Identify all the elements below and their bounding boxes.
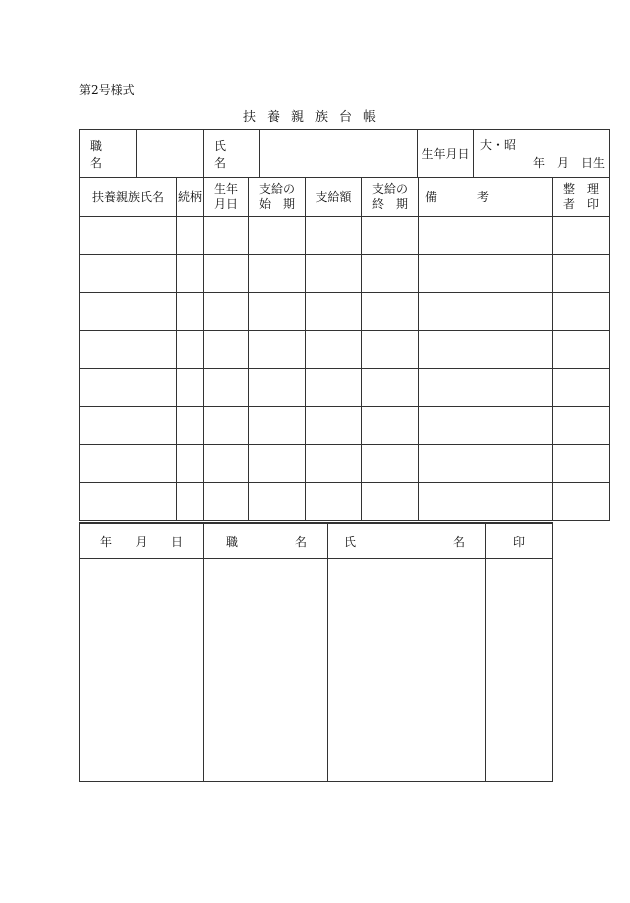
record-name-cell[interactable] bbox=[80, 369, 177, 407]
record-birth-cell[interactable] bbox=[204, 369, 249, 407]
record-end-cell[interactable] bbox=[362, 407, 419, 445]
table-row bbox=[80, 217, 610, 255]
record-name-cell[interactable] bbox=[80, 293, 177, 331]
record-seal-cell[interactable] bbox=[553, 369, 610, 407]
record-start-cell[interactable] bbox=[249, 369, 306, 407]
record-birth-cell[interactable] bbox=[204, 293, 249, 331]
record-end-cell[interactable] bbox=[362, 217, 419, 255]
history-seal-field[interactable] bbox=[486, 559, 553, 782]
record-start-cell[interactable] bbox=[249, 255, 306, 293]
record-relation-cell[interactable] bbox=[177, 445, 204, 483]
record-amount-cell[interactable] bbox=[306, 217, 362, 255]
record-start-cell[interactable] bbox=[249, 293, 306, 331]
table-row bbox=[80, 407, 610, 445]
record-end-cell[interactable] bbox=[362, 483, 419, 521]
record-end-cell[interactable] bbox=[362, 445, 419, 483]
table-row bbox=[80, 293, 610, 331]
record-seal-cell[interactable] bbox=[553, 293, 610, 331]
history-job-field[interactable] bbox=[204, 559, 328, 782]
record-relation-cell[interactable] bbox=[177, 255, 204, 293]
record-relation-cell[interactable] bbox=[177, 217, 204, 255]
employee-name-field[interactable] bbox=[260, 130, 418, 178]
employee-job-label: 職 名 bbox=[80, 130, 137, 178]
record-seal-cell[interactable] bbox=[553, 407, 610, 445]
record-seal-cell[interactable] bbox=[553, 483, 610, 521]
record-relation-cell[interactable] bbox=[177, 331, 204, 369]
history-job-label: 職 名 bbox=[204, 523, 328, 559]
record-start-cell[interactable] bbox=[249, 331, 306, 369]
record-name-cell[interactable] bbox=[80, 483, 177, 521]
record-amount-cell[interactable] bbox=[306, 293, 362, 331]
record-remarks-cell[interactable] bbox=[419, 483, 553, 521]
table-row bbox=[80, 255, 610, 293]
record-birth-cell[interactable] bbox=[204, 331, 249, 369]
record-remarks-cell[interactable] bbox=[419, 369, 553, 407]
employee-row bbox=[80, 130, 610, 178]
col-birth: 生年 月日 bbox=[204, 178, 249, 217]
record-start-cell[interactable] bbox=[249, 445, 306, 483]
history-seal-label: 印 bbox=[486, 523, 553, 559]
record-start-cell[interactable] bbox=[249, 407, 306, 445]
record-birth-cell[interactable] bbox=[204, 255, 249, 293]
record-name-cell[interactable] bbox=[80, 331, 177, 369]
record-end-cell[interactable] bbox=[362, 255, 419, 293]
col-relation: 続柄 bbox=[177, 178, 204, 217]
record-birth-cell[interactable] bbox=[204, 483, 249, 521]
form-number: 第2号様式 bbox=[79, 83, 135, 97]
record-name-cell[interactable] bbox=[80, 445, 177, 483]
employee-name-label: 氏 名 bbox=[204, 130, 260, 178]
history-name-field[interactable] bbox=[328, 559, 486, 782]
table-row bbox=[80, 445, 610, 483]
record-relation-cell[interactable] bbox=[177, 483, 204, 521]
record-remarks-cell[interactable] bbox=[419, 293, 553, 331]
record-remarks-cell[interactable] bbox=[419, 331, 553, 369]
record-amount-cell[interactable] bbox=[306, 369, 362, 407]
record-name-cell[interactable] bbox=[80, 407, 177, 445]
record-name-cell[interactable] bbox=[80, 255, 177, 293]
history-date-label: 年 月 日 bbox=[80, 523, 204, 559]
table-row bbox=[80, 483, 610, 521]
employee-birth-label: 生年月日 bbox=[418, 130, 474, 178]
record-relation-cell[interactable] bbox=[177, 293, 204, 331]
record-remarks-cell[interactable] bbox=[419, 217, 553, 255]
history-name-label: 氏 名 bbox=[328, 523, 486, 559]
employee-birth-field[interactable] bbox=[474, 130, 610, 178]
table-row bbox=[80, 369, 610, 407]
record-birth-cell[interactable] bbox=[204, 217, 249, 255]
col-seal: 整 理 者 印 bbox=[553, 178, 610, 217]
record-relation-cell[interactable] bbox=[177, 407, 204, 445]
dependents-table bbox=[79, 129, 610, 521]
record-amount-cell[interactable] bbox=[306, 483, 362, 521]
record-seal-cell[interactable] bbox=[553, 445, 610, 483]
record-end-cell[interactable] bbox=[362, 369, 419, 407]
record-end-cell[interactable] bbox=[362, 331, 419, 369]
record-rows bbox=[80, 217, 610, 521]
record-amount-cell[interactable] bbox=[306, 331, 362, 369]
history-header-row bbox=[80, 523, 553, 559]
record-seal-cell[interactable] bbox=[553, 217, 610, 255]
col-start: 支給の 始 期 bbox=[249, 178, 306, 217]
record-name-cell[interactable] bbox=[80, 217, 177, 255]
record-birth-cell[interactable] bbox=[204, 445, 249, 483]
history-entry-row bbox=[80, 559, 553, 782]
table-row bbox=[80, 331, 610, 369]
col-amount: 支給額 bbox=[306, 178, 362, 217]
record-amount-cell[interactable] bbox=[306, 407, 362, 445]
col-dependent-name: 扶養親族氏名 bbox=[80, 178, 177, 217]
record-birth-cell[interactable] bbox=[204, 407, 249, 445]
history-date-field[interactable] bbox=[80, 559, 204, 782]
col-remarks: 備 考 bbox=[419, 178, 553, 217]
history-table bbox=[79, 522, 553, 782]
record-amount-cell[interactable] bbox=[306, 445, 362, 483]
birth-ymd-label: 年 月 日生 bbox=[533, 156, 606, 170]
record-end-cell[interactable] bbox=[362, 293, 419, 331]
era-label: 大・昭 bbox=[480, 138, 517, 152]
column-header-row bbox=[80, 178, 610, 217]
record-remarks-cell[interactable] bbox=[419, 407, 553, 445]
col-end: 支給の 終 期 bbox=[362, 178, 419, 217]
document-title: 扶養親族台帳 bbox=[242, 110, 387, 125]
record-remarks-cell[interactable] bbox=[419, 445, 553, 483]
employee-job-field[interactable] bbox=[137, 130, 204, 178]
record-remarks-cell[interactable] bbox=[419, 255, 553, 293]
record-seal-cell[interactable] bbox=[553, 331, 610, 369]
record-start-cell[interactable] bbox=[249, 483, 306, 521]
record-seal-cell[interactable] bbox=[553, 255, 610, 293]
record-start-cell[interactable] bbox=[249, 217, 306, 255]
record-relation-cell[interactable] bbox=[177, 369, 204, 407]
record-amount-cell[interactable] bbox=[306, 255, 362, 293]
